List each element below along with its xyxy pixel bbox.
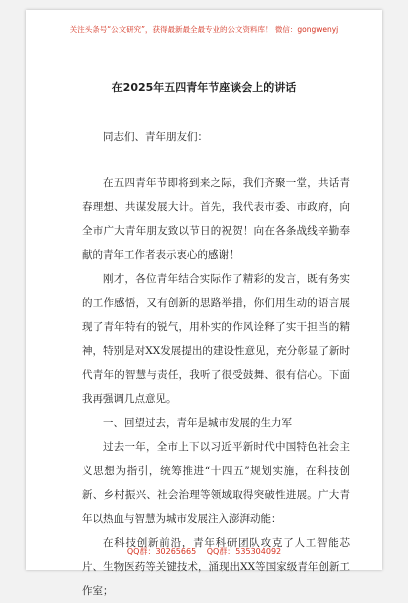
salutation-text: 同志们、青年朋友们： (103, 131, 208, 143)
footer-contacts (26, 546, 382, 557)
document-title: 在2025年五四青年节座谈会上的讲话 (111, 81, 297, 94)
paragraph-1: 在五四青年节即将到来之际，我们齐聚一堂，共话青春理想、共谋发展大计。首先，我代表市委、市政府，向全市广大青年朋友致以节日的祝贺！向在各条战线辛勤奉献的青年工作者表示衷心的感谢！ (82, 177, 350, 261)
paragraph-2: 刚才，各位青年结合实际作了精彩的发言，既有务实的工作感悟，又有创新的思路举措，你们用生动的语言展现了青年特有的锐气，用朴实的作风诠释了实干担当的精神，特别是对XX发展提出的建设性意见，充分彰显了新时代青年的智慧与责任，我听了很受鼓舞、很有信心。下面我再强调几点意见。 (82, 273, 350, 405)
footer-qq-2: QQ群：535304092 (206, 547, 282, 556)
paragraph-3: 过去一年，全市上下以习近平新时代中国特色社会主义思想为指引，统筹推进“十四五”规划实施，在科技创新、乡村振兴、社会治理等领域取得突破性进展。广大青年以热血与智慧为城市发展注入澎湃动能： (82, 441, 350, 525)
header-banner: 关注头条号“公文研究”，获得最新最全最专业的公文资料库！ 微信：gongwenyj (69, 25, 339, 34)
paragraph-4: 在科技创新前沿，青年科研团队攻克了人工智能芯片、生物医药等关键技术，涌现出XX等国家级青年创新工作室； (82, 537, 350, 597)
document-page (26, 10, 382, 597)
document-body (82, 171, 350, 603)
section-heading-1: 一、回望过去，青年是城市发展的生力军 (103, 417, 292, 429)
footer-qq-1: QQ群：30265665 (126, 547, 197, 556)
salutation (82, 125, 350, 149)
